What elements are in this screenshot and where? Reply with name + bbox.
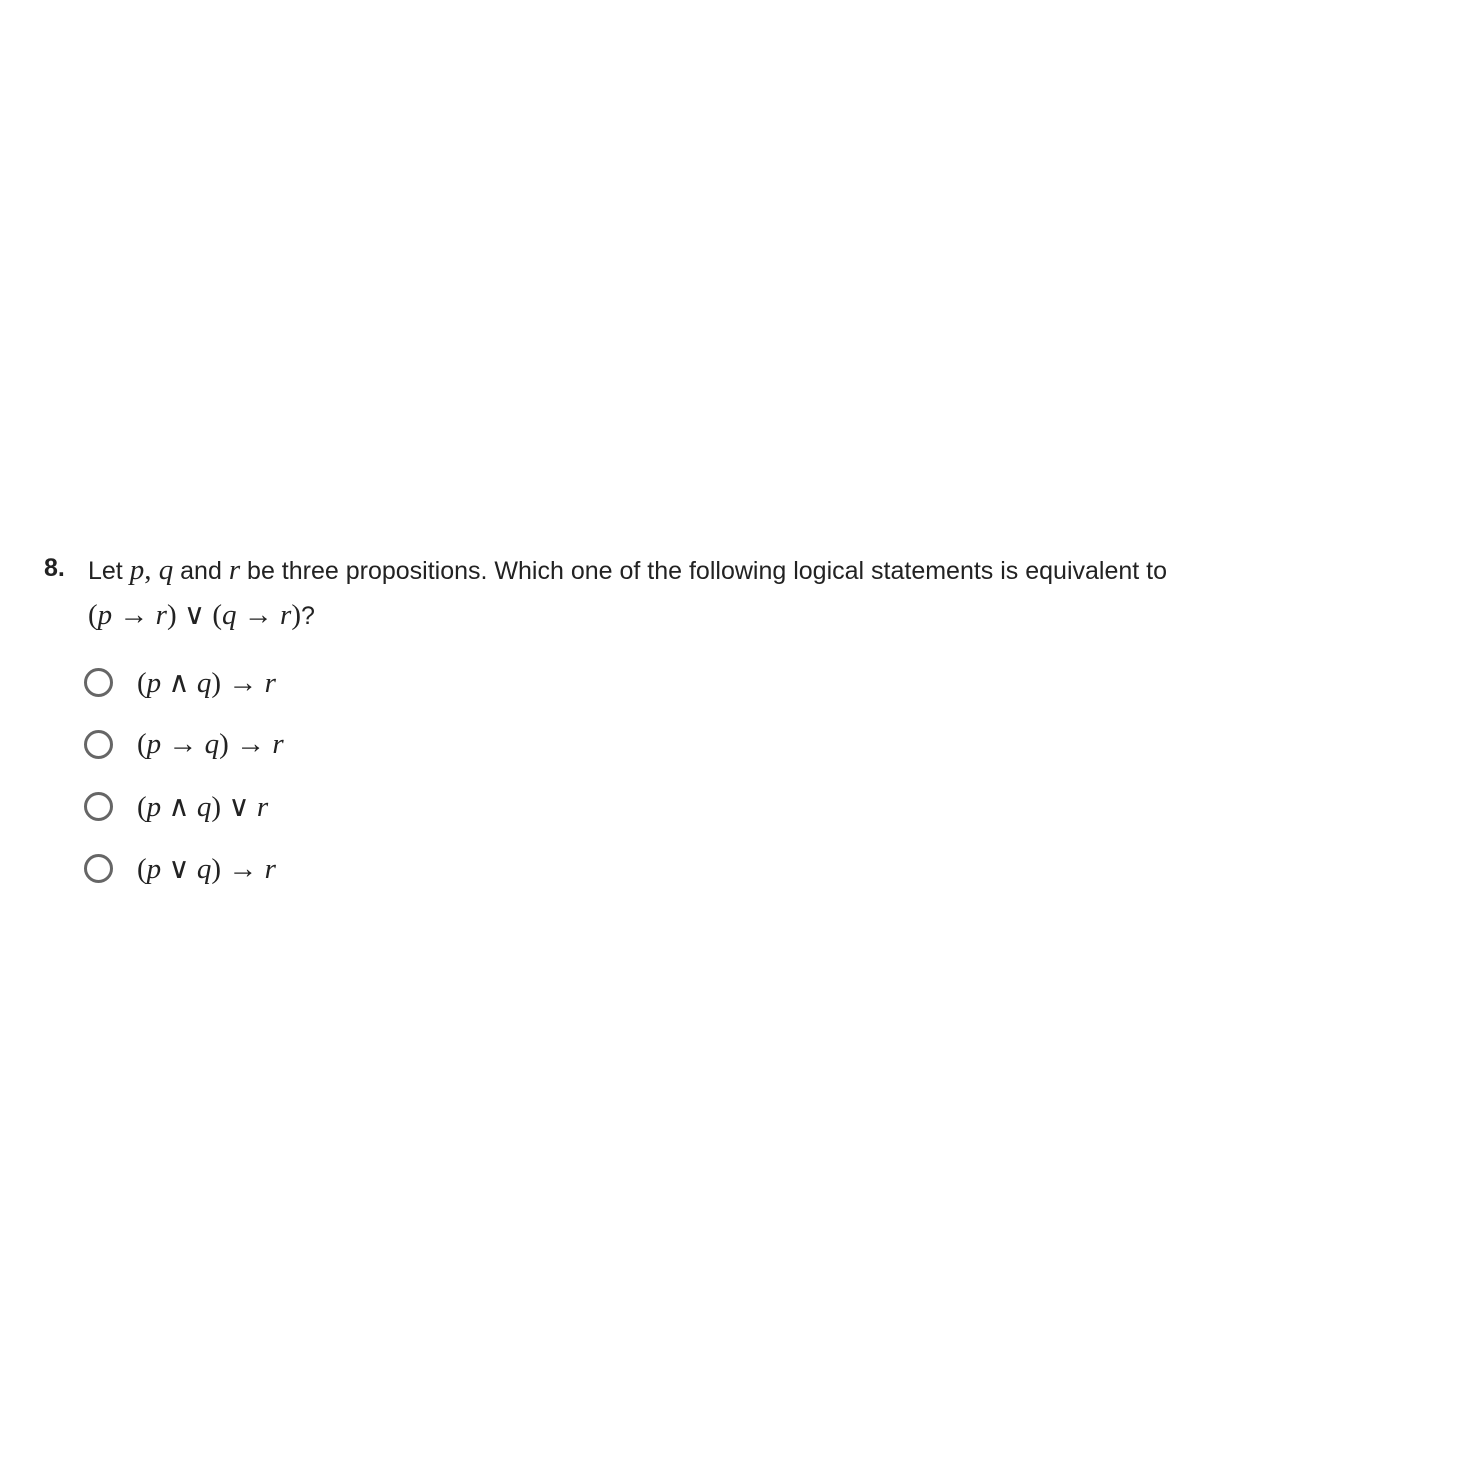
radio-button-1[interactable] — [84, 668, 113, 697]
radio-button-2[interactable] — [84, 730, 113, 759]
question-expression: (p → r) ∨ (q → r) — [88, 599, 302, 631]
comma: , — [144, 554, 159, 586]
option-1-label[interactable]: (p ∧ q) → r — [137, 666, 276, 699]
option-4[interactable] — [84, 846, 276, 890]
var-q: q — [158, 554, 174, 586]
radio-button-4[interactable] — [84, 854, 113, 883]
option-4-label[interactable]: (p ∨ q) → r — [137, 852, 276, 885]
option-3[interactable] — [84, 784, 268, 828]
option-2-label[interactable]: (p → q) → r — [137, 727, 284, 760]
option-2[interactable] — [84, 722, 284, 766]
option-3-label[interactable]: (p ∧ q) ∨ r — [137, 790, 269, 823]
question-text-and: and — [173, 557, 229, 585]
question-text-rest: be three propositions. Which one of the following logical statements is equivalent to — [240, 557, 1168, 585]
question-text — [88, 548, 1338, 638]
question-mark: ? — [301, 602, 315, 630]
var-r: r — [228, 554, 241, 586]
var-p: p — [129, 554, 145, 586]
option-1[interactable] — [84, 660, 276, 704]
question-number: 8. — [44, 554, 65, 582]
radio-button-3[interactable] — [84, 792, 113, 821]
question-text-let: Let — [88, 557, 130, 585]
